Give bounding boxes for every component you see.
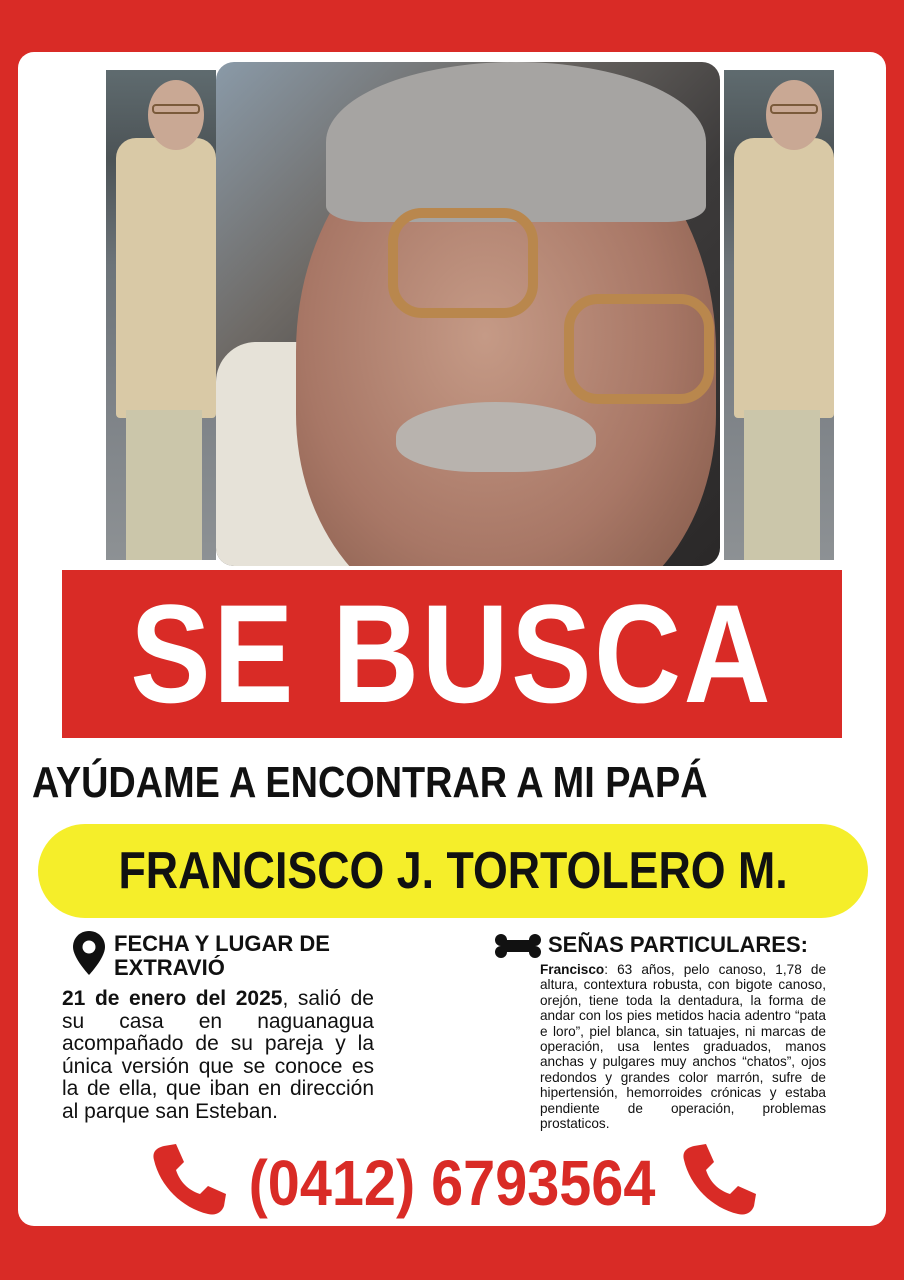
features-section-heading: SEÑAS PARTICULARES:: [548, 932, 808, 957]
missing-person-name: FRANCISCO J. TORTOLERO M.: [118, 842, 788, 900]
features-name: Francisco: [540, 962, 605, 977]
phone-icon: [150, 1140, 228, 1218]
figure-glasses: [152, 104, 200, 114]
missing-date: 21 de enero del 2025: [62, 987, 283, 1010]
figure-head: [766, 80, 822, 150]
portrait-glasses-right: [564, 294, 714, 404]
figure-shirt: [116, 138, 216, 418]
missing-section-text: [62, 988, 374, 1123]
portrait-glasses-left: [388, 208, 538, 318]
features-details: : 63 años, pelo canoso, 1,78 de altura, contextura robusta, con bigote canoso, orejón, tiene toda la dentadura, la forma de andar con los pies metidos hacia adentro “pata e loro”, piel blanca, sin tatuajes, ni marcas de operación, usa lentes graduados, manos anchas y pulgares muy anchos “chatos”, ojos redondos y grandes color marrón, sufre de hipertensión, hemorroides crónicas y estaba pendiente de operación, problemas prostaticos.: [540, 962, 826, 1132]
phone-icon: [680, 1140, 758, 1218]
portrait-mustache: [396, 402, 596, 472]
bone-icon: [495, 934, 541, 958]
figure-glasses: [770, 104, 818, 114]
wanted-banner: [62, 570, 842, 738]
figure-shirt: [734, 138, 834, 418]
features-section-text: [540, 962, 826, 1131]
portrait-photo: [216, 62, 720, 566]
name-highlight: [38, 824, 868, 918]
banner-text: SE BUSCA: [130, 575, 774, 732]
contact-phone-number[interactable]: (0412) 6793564: [248, 1147, 656, 1219]
missing-section-heading: FECHA Y LUGAR DE EXTRAVIÓ: [114, 931, 330, 980]
full-body-photo-right: [724, 70, 834, 560]
full-body-photo-left: [106, 70, 216, 560]
portrait-hair: [326, 62, 706, 222]
figure-head: [148, 80, 204, 150]
figure-pants: [126, 410, 202, 560]
subtitle: AYÚDAME A ENCONTRAR A MI PAPÁ: [32, 758, 708, 807]
map-pin-icon: [72, 930, 106, 976]
missing-details: , salió de su casa en naguanagua acompañado de su pareja y la única versión que se conoce es la de ella, que iban en dirección al parque san Esteban.: [62, 987, 374, 1123]
figure-pants: [744, 410, 820, 560]
